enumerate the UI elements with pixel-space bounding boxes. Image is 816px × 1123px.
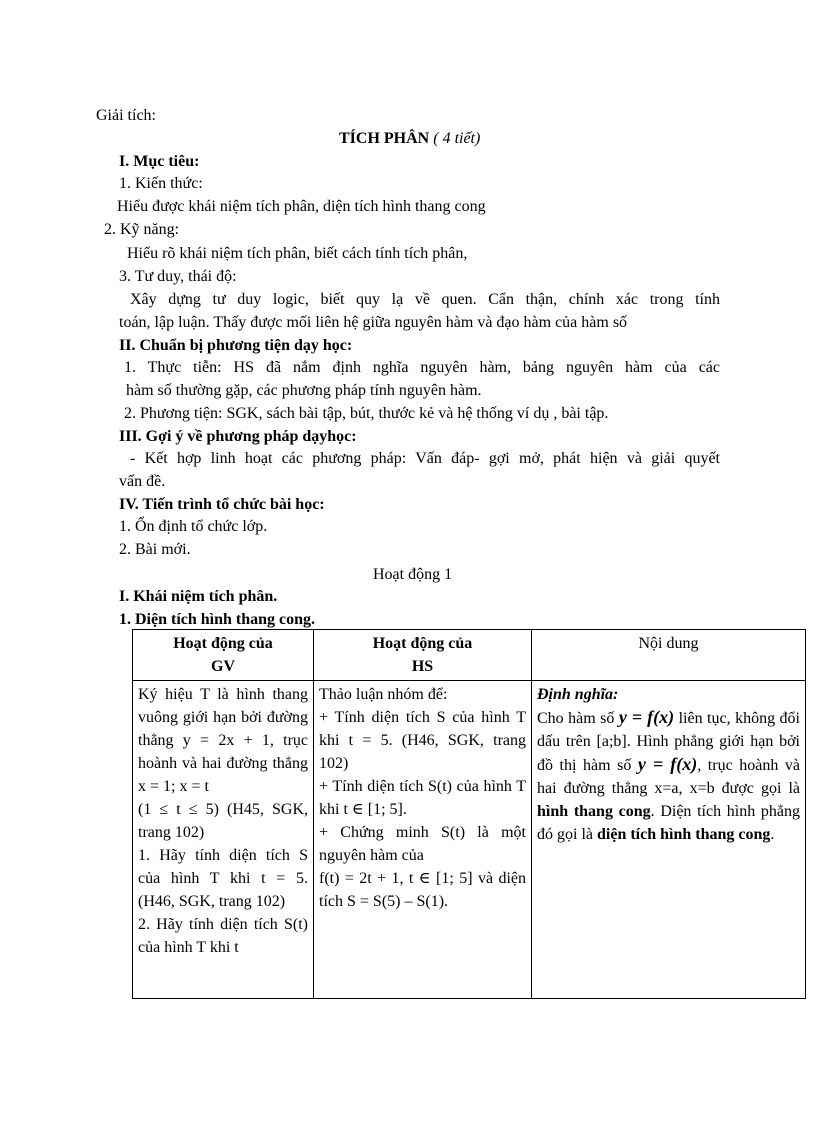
section-process-heading: IV. Tiến trình tổ chức bài học: [119, 496, 325, 513]
content-cell [532, 681, 806, 999]
definition-text-5: . [770, 826, 775, 843]
table-row [133, 681, 806, 999]
gv-cell [133, 681, 314, 999]
header-content [532, 630, 806, 681]
process-item2: 2. Bài mới. [119, 541, 191, 558]
hs-paragraph-1: Thảo luận nhóm để: [319, 686, 448, 703]
header-gv-line2: GV [211, 658, 235, 675]
subject-label: Giải tích: [96, 107, 156, 124]
hs-cell [314, 681, 532, 999]
preparation-item1-line2: hàm số thường gặp, các phương pháp tính nguyên hàm. [126, 382, 482, 399]
title-sub: ( 4 tiết) [433, 130, 481, 147]
term-curved-trapezoid: hình thang cong [537, 803, 651, 820]
methods-line2: vấn đề. [119, 473, 166, 490]
skill-label: 2. Kỹ năng: [104, 221, 180, 238]
skill-text: Hiểu rõ khái niệm tích phân, biết cách tính tích phân, [127, 245, 468, 262]
definition-text-1: Cho hàm số [537, 710, 619, 727]
section-methods-heading: III. Gợi ý về phương pháp dạyhọc: [119, 428, 357, 445]
header-hs [314, 630, 532, 681]
formula-y-equals-fx-2: y = f(x) [637, 754, 698, 774]
methods-line1: - Kết hợp linh hoạt các phương pháp: Vấn đáp- gợi mở, phát hiện và giải quyết [130, 450, 720, 467]
header-hs-line2: HS [411, 658, 434, 675]
activity-title: Hoạt động 1 [373, 566, 453, 583]
process-item1: 1. Ổn định tổ chức lớp. [119, 518, 268, 535]
header-hs-line1: Hoạt động của [372, 635, 473, 652]
table-header-row [133, 630, 806, 681]
definition-text-2: liên tục, không đổi dấu trên [a;b]. Hình phẳng giới hạn bởi đồ thị hàm số [537, 710, 801, 774]
activity-table [132, 629, 806, 999]
thinking-label: 3. Tư duy, thái độ: [119, 268, 237, 285]
knowledge-label: 1. Kiến thức: [119, 175, 203, 192]
hs-paragraph-2: + Tính diện tích S của hình T khi t = 5. (H46, SGK, trang 102) [319, 709, 526, 772]
gv-paragraph-3: 1. Hãy tính diện tích S của hình T khi t = 5. (H46, SGK, trang 102) [138, 847, 308, 910]
section-objectives-heading: I. Mục tiêu: [119, 153, 200, 170]
knowledge-text: Hiểu được khái niệm tích phân, diện tích hình thang cong [117, 198, 486, 215]
definition-text-3: , trục hoành và hai đường thẳng x=a, x=b được gọi là [537, 757, 801, 797]
preparation-item2: 2. Phương tiện: SGK, sách bài tập, bút, thước kẻ và hệ thống ví dụ , bài tập. [124, 405, 609, 422]
gv-paragraph-1: Ký hiệu T là hình thang vuông giới hạn bởi đường thẳng y = 2x + 1, trục hoành và hai đường thẳng x = 1; x = t [138, 686, 308, 795]
hs-paragraph-4: + Chứng minh S(t) là một nguyên hàm của [319, 824, 526, 864]
subsection-heading: 1. Diện tích hình thang cong. [119, 611, 316, 628]
page-title [339, 129, 480, 149]
gv-paragraph-4: 2. Hãy tính diện tích S(t) của hình T khi t [138, 916, 308, 956]
thinking-text-line2: toán, lập luận. Thấy được mối liên hệ giữa nguyên hàm và đạo hàm của hàm số [119, 314, 628, 331]
section-preparation-heading: II. Chuẩn bị phương tiện dạy học: [119, 337, 353, 354]
header-gv-line1: Hoạt động của [173, 635, 273, 652]
thinking-text-line1: Xây dựng tư duy logic, biết quy lạ về quen. Cẩn thận, chính xác trong tính [130, 291, 720, 308]
term-curved-trapezoid-area: diện tích hình thang cong [597, 826, 771, 843]
title-main: TÍCH PHÂN [339, 130, 430, 147]
formula-y-equals-fx-1: y = f(x) [618, 707, 675, 727]
definition-text-4: . Diện tích hình phẳng đó gọi là [537, 803, 801, 843]
header-content-label: Nội dung [638, 635, 699, 652]
header-gv [133, 630, 314, 681]
definition-text [537, 706, 800, 846]
concept-heading: I. Khái niệm tích phân. [119, 588, 278, 605]
definition-label: Định nghĩa: [537, 686, 619, 703]
preparation-item1-line1: 1. Thực tiễn: HS đã nắm định nghĩa nguyên hàm, bảng nguyên hàm của các [124, 359, 720, 376]
hs-paragraph-3: + Tính diện tích S(t) của hình T khi t ∈ [1; 5]. [319, 778, 526, 818]
gv-paragraph-2: (1 ≤ t ≤ 5) (H45, SGK, trang 102) [138, 801, 308, 841]
hs-paragraph-5: f(t) = 2t + 1, t ∈ [1; 5] và diện tích S = S(5) – S(1). [319, 870, 526, 910]
